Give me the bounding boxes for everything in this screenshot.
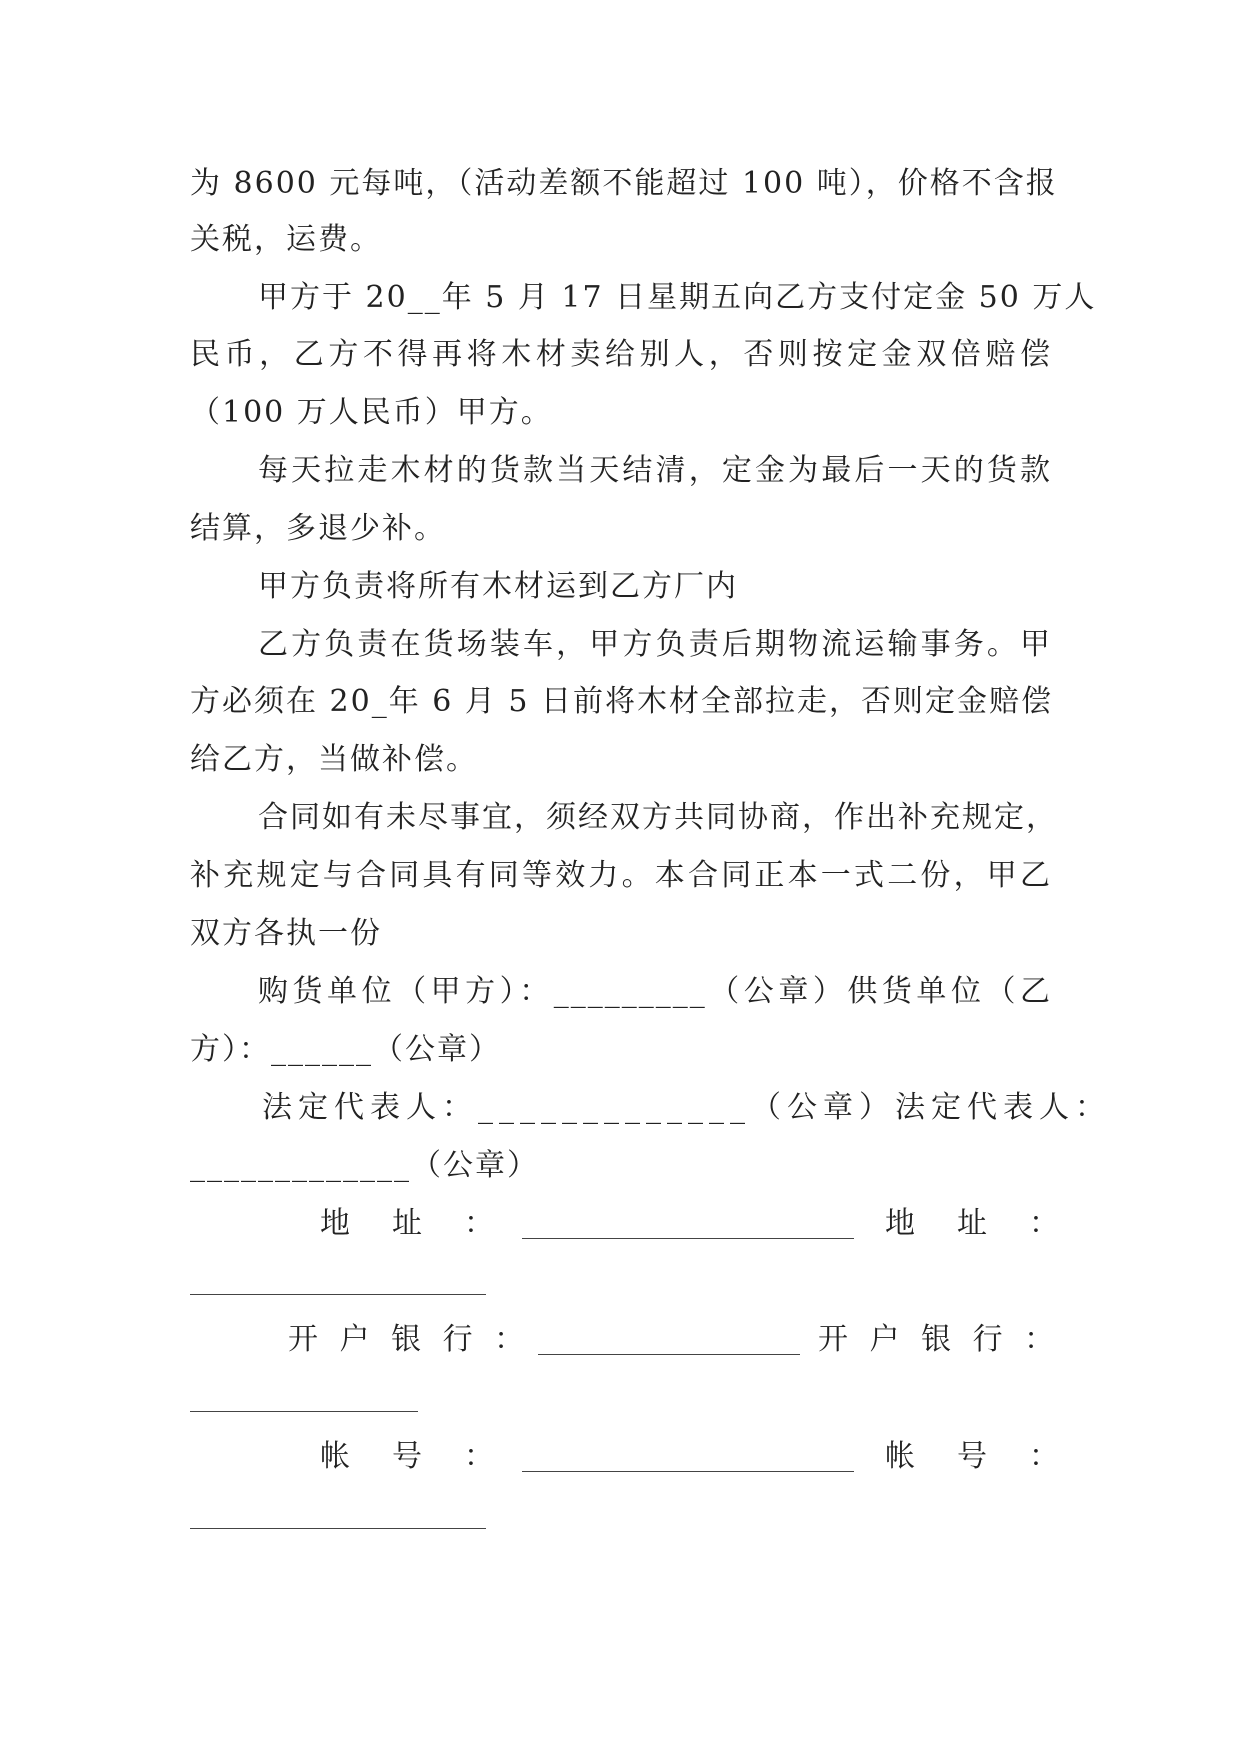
signature-representative-line-1: 法定代表人：_____________（公章）法定代表人： bbox=[262, 1090, 1111, 1125]
signature-representative-line-2: _____________（公章） bbox=[190, 1148, 539, 1183]
paragraph-deposit-line-1: 甲方于 20__年 5 月 17 日星期五向乙方支付定金 50 万人 bbox=[258, 280, 1097, 315]
paragraph-terms-line-3: 双方各执一份 bbox=[190, 916, 382, 951]
paragraph-payment-line-1: 每天拉走木材的货款当天结清，定金为最后一天的货款 bbox=[258, 453, 1052, 488]
address-label-buyer: 地 址 ： bbox=[320, 1206, 500, 1241]
paragraph-loading-line-3: 给乙方，当做补偿。 bbox=[190, 742, 478, 777]
account-label-buyer: 帐 号 ： bbox=[320, 1439, 500, 1474]
paragraph-price-line-2: 关税，运费。 bbox=[190, 222, 382, 257]
account-blank-buyer bbox=[522, 1471, 854, 1472]
account-blank-supplier bbox=[190, 1528, 486, 1529]
account-label-supplier: 帐 号 ： bbox=[885, 1439, 1065, 1474]
address-blank-supplier bbox=[190, 1294, 486, 1295]
paragraph-payment-line-2: 结算，多退少补。 bbox=[190, 511, 446, 546]
bank-blank-buyer bbox=[538, 1354, 800, 1355]
bank-label-buyer: 开 户 银 行 ： bbox=[288, 1322, 531, 1357]
address-label-supplier: 地 址 ： bbox=[885, 1206, 1065, 1241]
address-blank-buyer bbox=[522, 1238, 854, 1239]
bank-blank-supplier bbox=[190, 1411, 418, 1412]
paragraph-terms-line-2: 补充规定与合同具有同等效力。本合同正本一式二份，甲乙 bbox=[190, 858, 1052, 893]
bank-label-supplier: 开 户 银 行 ： bbox=[818, 1322, 1061, 1357]
paragraph-deposit-line-2: 民币，乙方不得再将木材卖给别人，否则按定金双倍赔偿 bbox=[190, 337, 1052, 372]
paragraph-loading-line-2: 方必须在 20_年 6 月 5 日前将木材全部拉走，否则定金赔偿 bbox=[190, 684, 1054, 719]
paragraph-terms-line-1: 合同如有未尽事宜，须经双方共同协商，作出补充规定， bbox=[258, 800, 1058, 835]
paragraph-loading-line-1: 乙方负责在货场装车，甲方负责后期物流运输事务。甲 bbox=[258, 627, 1052, 662]
signature-unit-line-2: 方）：______（公章） bbox=[190, 1032, 501, 1067]
paragraph-deposit-line-3: （100 万人民币）甲方。 bbox=[190, 395, 553, 430]
paragraph-transport: 甲方负责将所有木材运到乙方厂内 bbox=[258, 569, 738, 604]
paragraph-price-line-1: 为 8600 元每吨，（活动差额不能超过 100 吨），价格不含报 bbox=[190, 166, 1058, 201]
signature-unit-line-1: 购货单位（甲方）：_________（公章）供货单位（乙 bbox=[258, 974, 1052, 1009]
